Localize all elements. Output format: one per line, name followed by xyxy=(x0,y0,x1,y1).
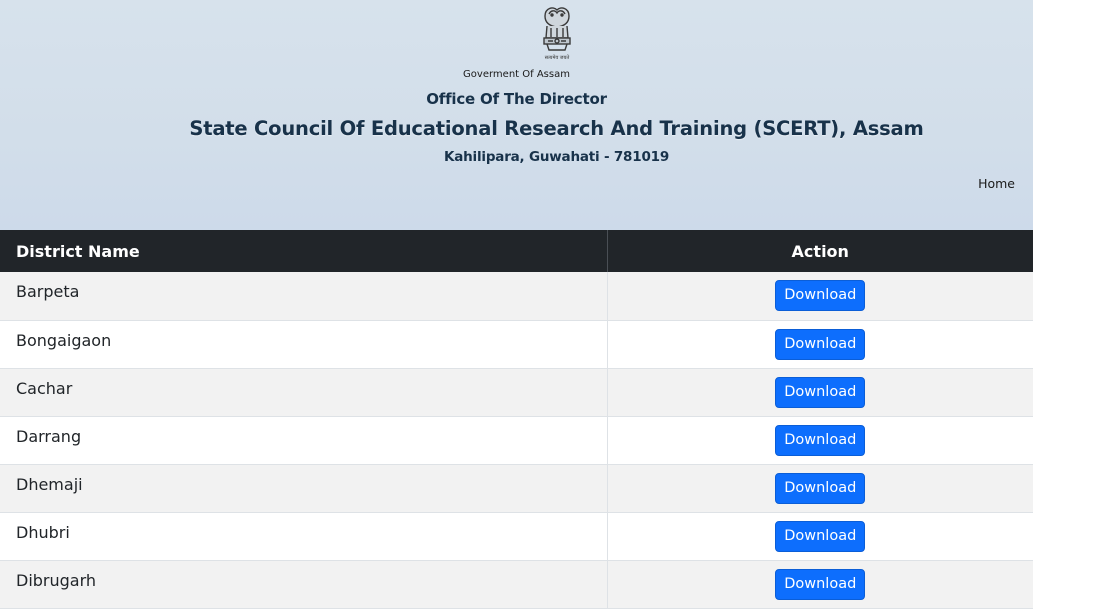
column-header-district: District Name xyxy=(0,230,607,272)
action-cell xyxy=(607,464,1033,512)
download-button[interactable]: Download xyxy=(775,280,865,311)
download-button[interactable]: Download xyxy=(775,425,865,456)
district-table-container xyxy=(0,230,1033,609)
download-button[interactable]: Download xyxy=(775,569,865,600)
table-row xyxy=(0,464,1033,512)
table-row xyxy=(0,320,1033,368)
column-header-action: Action xyxy=(607,230,1033,272)
emblem-caption: सत्यमेव जयते xyxy=(544,55,570,61)
page-title: State Council Of Educational Research And Training (SCERT), Assam xyxy=(189,117,924,140)
district-name-cell: Cachar xyxy=(0,368,607,416)
district-name-cell: Bongaigaon xyxy=(0,320,607,368)
table-row xyxy=(0,416,1033,464)
download-button[interactable]: Download xyxy=(775,329,865,360)
address-line: Kahilipara, Guwahati - 781019 xyxy=(443,149,670,165)
download-button[interactable]: Download xyxy=(775,521,865,552)
site-header xyxy=(0,0,1033,230)
nav-home-link[interactable]: Home xyxy=(978,176,1015,191)
download-button[interactable]: Download xyxy=(775,473,865,504)
table-row xyxy=(0,560,1033,608)
table-header-row xyxy=(0,230,1033,272)
district-name-cell: Dhubri xyxy=(0,512,607,560)
action-cell xyxy=(607,560,1033,608)
district-name-cell: Dhemaji xyxy=(0,464,607,512)
national-emblem-icon xyxy=(535,2,579,62)
action-cell xyxy=(607,512,1033,560)
district-name-cell: Darrang xyxy=(0,416,607,464)
government-name: Goverment Of Assam xyxy=(463,69,570,80)
table-row xyxy=(0,368,1033,416)
table-row xyxy=(0,272,1033,320)
action-cell xyxy=(607,320,1033,368)
action-cell xyxy=(607,272,1033,320)
download-button[interactable]: Download xyxy=(775,377,865,408)
district-name-cell: Dibrugarh xyxy=(0,560,607,608)
table-row xyxy=(0,512,1033,560)
office-title: Office Of The Director xyxy=(426,90,607,108)
district-name-cell: Barpeta xyxy=(0,272,607,320)
action-cell xyxy=(607,416,1033,464)
action-cell xyxy=(607,368,1033,416)
district-table xyxy=(0,230,1033,609)
